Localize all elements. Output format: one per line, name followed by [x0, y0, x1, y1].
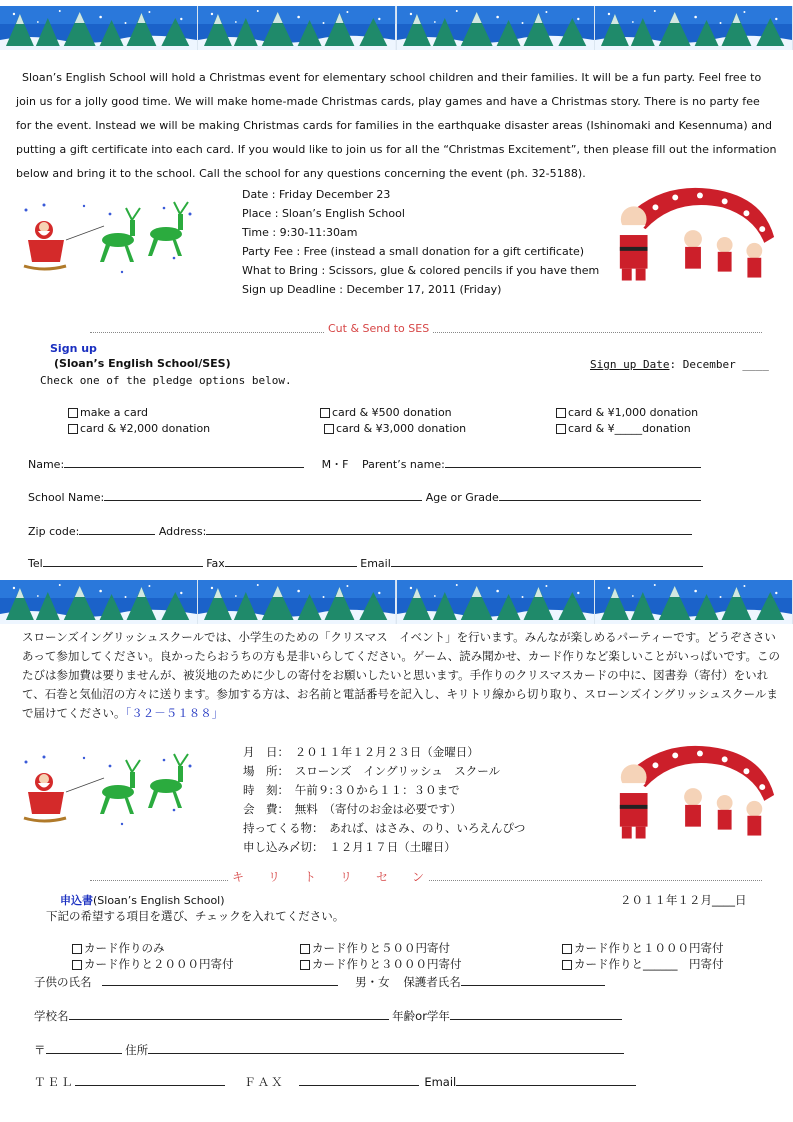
school-name-label: School Name:	[28, 491, 105, 504]
info-place-jp: 場 所： スローンズ イングリッシュ スクール	[243, 764, 501, 778]
age-grade-label: Age or Grade	[425, 491, 499, 504]
check-instruction-jp: 下記の希望する項目を選び、チェックを入れてください。	[46, 909, 345, 923]
santa-sleigh-image	[14, 200, 204, 280]
gender-label[interactable]: M・F	[321, 458, 349, 471]
signup-subtitle-jp: (Sloan’s English School)	[93, 894, 225, 907]
child-name-field[interactable]	[102, 976, 338, 986]
signup-subtitle: (Sloan’s English School/SES)	[54, 357, 231, 370]
name-label: Name:	[28, 458, 65, 471]
check-instruction: Check one of the pledge options below.	[40, 374, 292, 387]
japanese-intro-paragraph	[22, 628, 784, 723]
tree-banner-tile	[198, 6, 396, 50]
signup-title: Sign up	[50, 342, 97, 355]
info-date-jp: 月 日： ２０１１年１２月２３日（金曜日）	[243, 745, 479, 759]
parent-name-field-jp[interactable]	[461, 976, 605, 986]
school-row-jp	[34, 1008, 622, 1024]
signup-date-label: Sign up Date	[590, 358, 670, 371]
signup-title-jp: 申込書	[60, 894, 93, 907]
fax-field-jp[interactable]	[299, 1076, 419, 1086]
option-jp-1000[interactable]	[562, 940, 724, 956]
email-label: Email	[360, 557, 391, 570]
option-1000[interactable]	[556, 406, 698, 419]
option-label: カード作りと______ 円寄付	[574, 957, 724, 971]
option-500[interactable]	[320, 406, 452, 419]
checkbox[interactable]	[68, 408, 78, 418]
option-jp-2000[interactable]	[72, 956, 234, 972]
info-deadline-jp: 申し込み〆切： １２月１７日（土曜日）	[243, 840, 456, 854]
cut-label-jp: キ リ ト リ セ ン	[228, 868, 428, 885]
fax-label-jp: ＦＡＸ	[244, 1075, 285, 1089]
middle-tree-banner	[0, 580, 793, 624]
tree-banner-tile	[397, 580, 595, 624]
info-date: Date : Friday December 23	[242, 188, 391, 201]
fax-field[interactable]	[225, 557, 357, 567]
english-event-info	[242, 188, 599, 302]
option-label: card & ¥1,000 donation	[568, 406, 699, 419]
contact-row-jp	[34, 1074, 636, 1090]
option-label: カード作りと２０００円寄付	[84, 957, 234, 971]
email-field-jp[interactable]	[456, 1076, 636, 1086]
option-jp-card-only[interactable]	[72, 940, 165, 956]
info-time: Time : 9:30-11:30am	[242, 226, 358, 239]
japanese-event-info	[243, 744, 525, 858]
address-label-jp: 住所	[125, 1043, 149, 1057]
school-name-field[interactable]	[104, 491, 422, 501]
zip-field-jp[interactable]	[46, 1044, 122, 1054]
phone-number: 「３２－５１８８」	[125, 706, 224, 720]
signup-date	[590, 358, 769, 371]
gender-label-jp[interactable]: 男・女	[355, 975, 390, 989]
tel-field[interactable]	[43, 557, 203, 567]
info-bring-jp: 持ってくる物： あれば、はさみ、のり、いろえんぴつ	[243, 821, 526, 835]
info-time-jp: 時 刻： 午前９:３０から１１：３０まで	[243, 783, 460, 797]
tree-banner-tile	[595, 6, 793, 50]
tel-label: Tel	[28, 557, 43, 570]
info-fee-jp: 会 費： 無料 （寄付のお金は必要です）	[243, 802, 462, 816]
option-jp-custom[interactable]	[562, 956, 724, 972]
checkbox[interactable]	[562, 944, 572, 954]
info-party-fee: Party Fee : Free (instead a small donation for a gift certificate)	[242, 245, 585, 258]
checkbox[interactable]	[562, 960, 572, 970]
option-3000[interactable]	[324, 422, 466, 435]
fax-label: Fax	[206, 557, 225, 570]
option-label: カード作りと５００円寄付	[312, 941, 450, 955]
japanese-intro-text: スローンズイングリッシュスクールでは、小学生のための「クリスマス イベント」を行います。みんなが楽しめるパーティーです。どうぞささいあって参加してください。良かったらおうちの方も是非いらしてください。ゲーム、読み聞かせ、カード作りなど楽しいことがいっぱいです。このたびは参加費は要りませんが、被災地のために少しの寄付をお願いしたいと思います。手作りのクリスマスカードの中に、図書券（寄付）をいれて、石巻と気仙沼の方々に送ります。参加する方は、お名前と電話番号を記入し、キリトリ線から切り取り、スローンズイングリッシュスクールまで届けてください。	[22, 630, 780, 720]
option-label: card & ¥3,000 donation	[336, 422, 467, 435]
school-name-label-jp: 学校名	[34, 1009, 69, 1023]
signup-date-jp[interactable]: ２０１１年１２月____日	[620, 893, 747, 907]
option-label: カード作りと３０００円寄付	[312, 957, 462, 971]
santa-banner-image	[606, 734, 784, 856]
option-label: card & ¥500 donation	[332, 406, 452, 419]
option-custom[interactable]	[556, 422, 691, 435]
child-name-label: 子供の氏名	[34, 975, 92, 989]
email-label-jp: Email	[424, 1075, 457, 1089]
contact-row	[28, 557, 703, 570]
tree-banner-tile	[198, 580, 396, 624]
checkbox[interactable]	[300, 944, 310, 954]
santa-banner-image	[606, 176, 784, 298]
option-jp-500[interactable]	[300, 940, 450, 956]
parent-name-label: Parent’s name:	[362, 458, 445, 471]
age-grade-label-jp: 年齢or学年	[392, 1009, 450, 1023]
tree-banner-tile	[0, 6, 198, 50]
signup-title-jp-row	[60, 892, 225, 908]
option-label: card & ¥2,000 donation	[80, 422, 211, 435]
option-label: カード作りのみ	[84, 941, 165, 955]
cut-label: Cut & Send to SES	[324, 322, 433, 335]
checkbox[interactable]	[556, 424, 566, 434]
address-row	[28, 525, 692, 538]
top-tree-banner	[0, 6, 793, 50]
school-name-field-jp[interactable]	[69, 1010, 389, 1020]
signup-date-value[interactable]: : December ____	[669, 358, 769, 371]
address-field[interactable]	[206, 525, 692, 535]
name-row	[28, 456, 701, 472]
option-label: card & ¥_____donation	[568, 422, 691, 435]
info-place: Place : Sloan’s English School	[242, 207, 405, 220]
santa-sleigh-image	[14, 752, 204, 832]
address-label: Address:	[158, 525, 207, 538]
checkbox[interactable]	[556, 408, 566, 418]
checkbox[interactable]	[72, 960, 82, 970]
tree-banner-tile	[0, 580, 198, 624]
name-field[interactable]	[64, 458, 304, 468]
tree-banner-tile	[595, 580, 793, 624]
parent-name-label-jp: 保護者氏名	[403, 975, 461, 989]
option-label: カード作りと１０００円寄付	[574, 941, 724, 955]
info-deadline: Sign up Deadline : December 17, 2011 (Friday)	[242, 283, 502, 296]
address-row-jp	[34, 1042, 624, 1058]
checkbox[interactable]	[72, 944, 82, 954]
option-label: make a card	[80, 406, 149, 419]
zip-label-jp: 〒	[34, 1043, 46, 1057]
tree-banner-tile	[397, 6, 595, 50]
zip-field[interactable]	[79, 525, 155, 535]
age-grade-field[interactable]	[499, 491, 701, 501]
checkbox[interactable]	[300, 960, 310, 970]
parent-name-field[interactable]	[445, 458, 701, 468]
checkbox[interactable]	[68, 424, 78, 434]
info-what-to-bring: What to Bring : Scissors, glue & colored pencils if you have them	[242, 264, 600, 277]
checkbox[interactable]	[320, 408, 330, 418]
zip-label: Zip code:	[28, 525, 80, 538]
email-field[interactable]	[391, 557, 703, 567]
english-intro-paragraph: Sloan’s English School will hold a Christmas event for elementary school children and their families. It will be a fun party. Feel free to join us for a jolly good time. We will make home-made Christmas cards, play games and have a Christmas story. There is no party fee for the event. Instead we will be making Christmas cards for families in the earthquake disaster areas (Ishinomaki and Kesennuma) and putting a gift certificate into each card. If you would like to join us for all the “Christmas Excitement”, then please fill out the information below and bring it to the school. Call the school for any questions concerning the event (ph. 32-5188).	[16, 71, 777, 180]
checkbox[interactable]	[324, 424, 334, 434]
tel-label-jp: ＴＥＬ	[34, 1075, 75, 1089]
address-field-jp[interactable]	[148, 1044, 624, 1054]
option-jp-3000[interactable]	[300, 956, 462, 972]
option-2000[interactable]	[68, 422, 210, 435]
tel-field-jp[interactable]	[75, 1076, 225, 1086]
child-row-jp	[34, 974, 605, 990]
school-row	[28, 491, 701, 504]
option-make-card[interactable]	[68, 406, 148, 419]
age-grade-field-jp[interactable]	[450, 1010, 622, 1020]
